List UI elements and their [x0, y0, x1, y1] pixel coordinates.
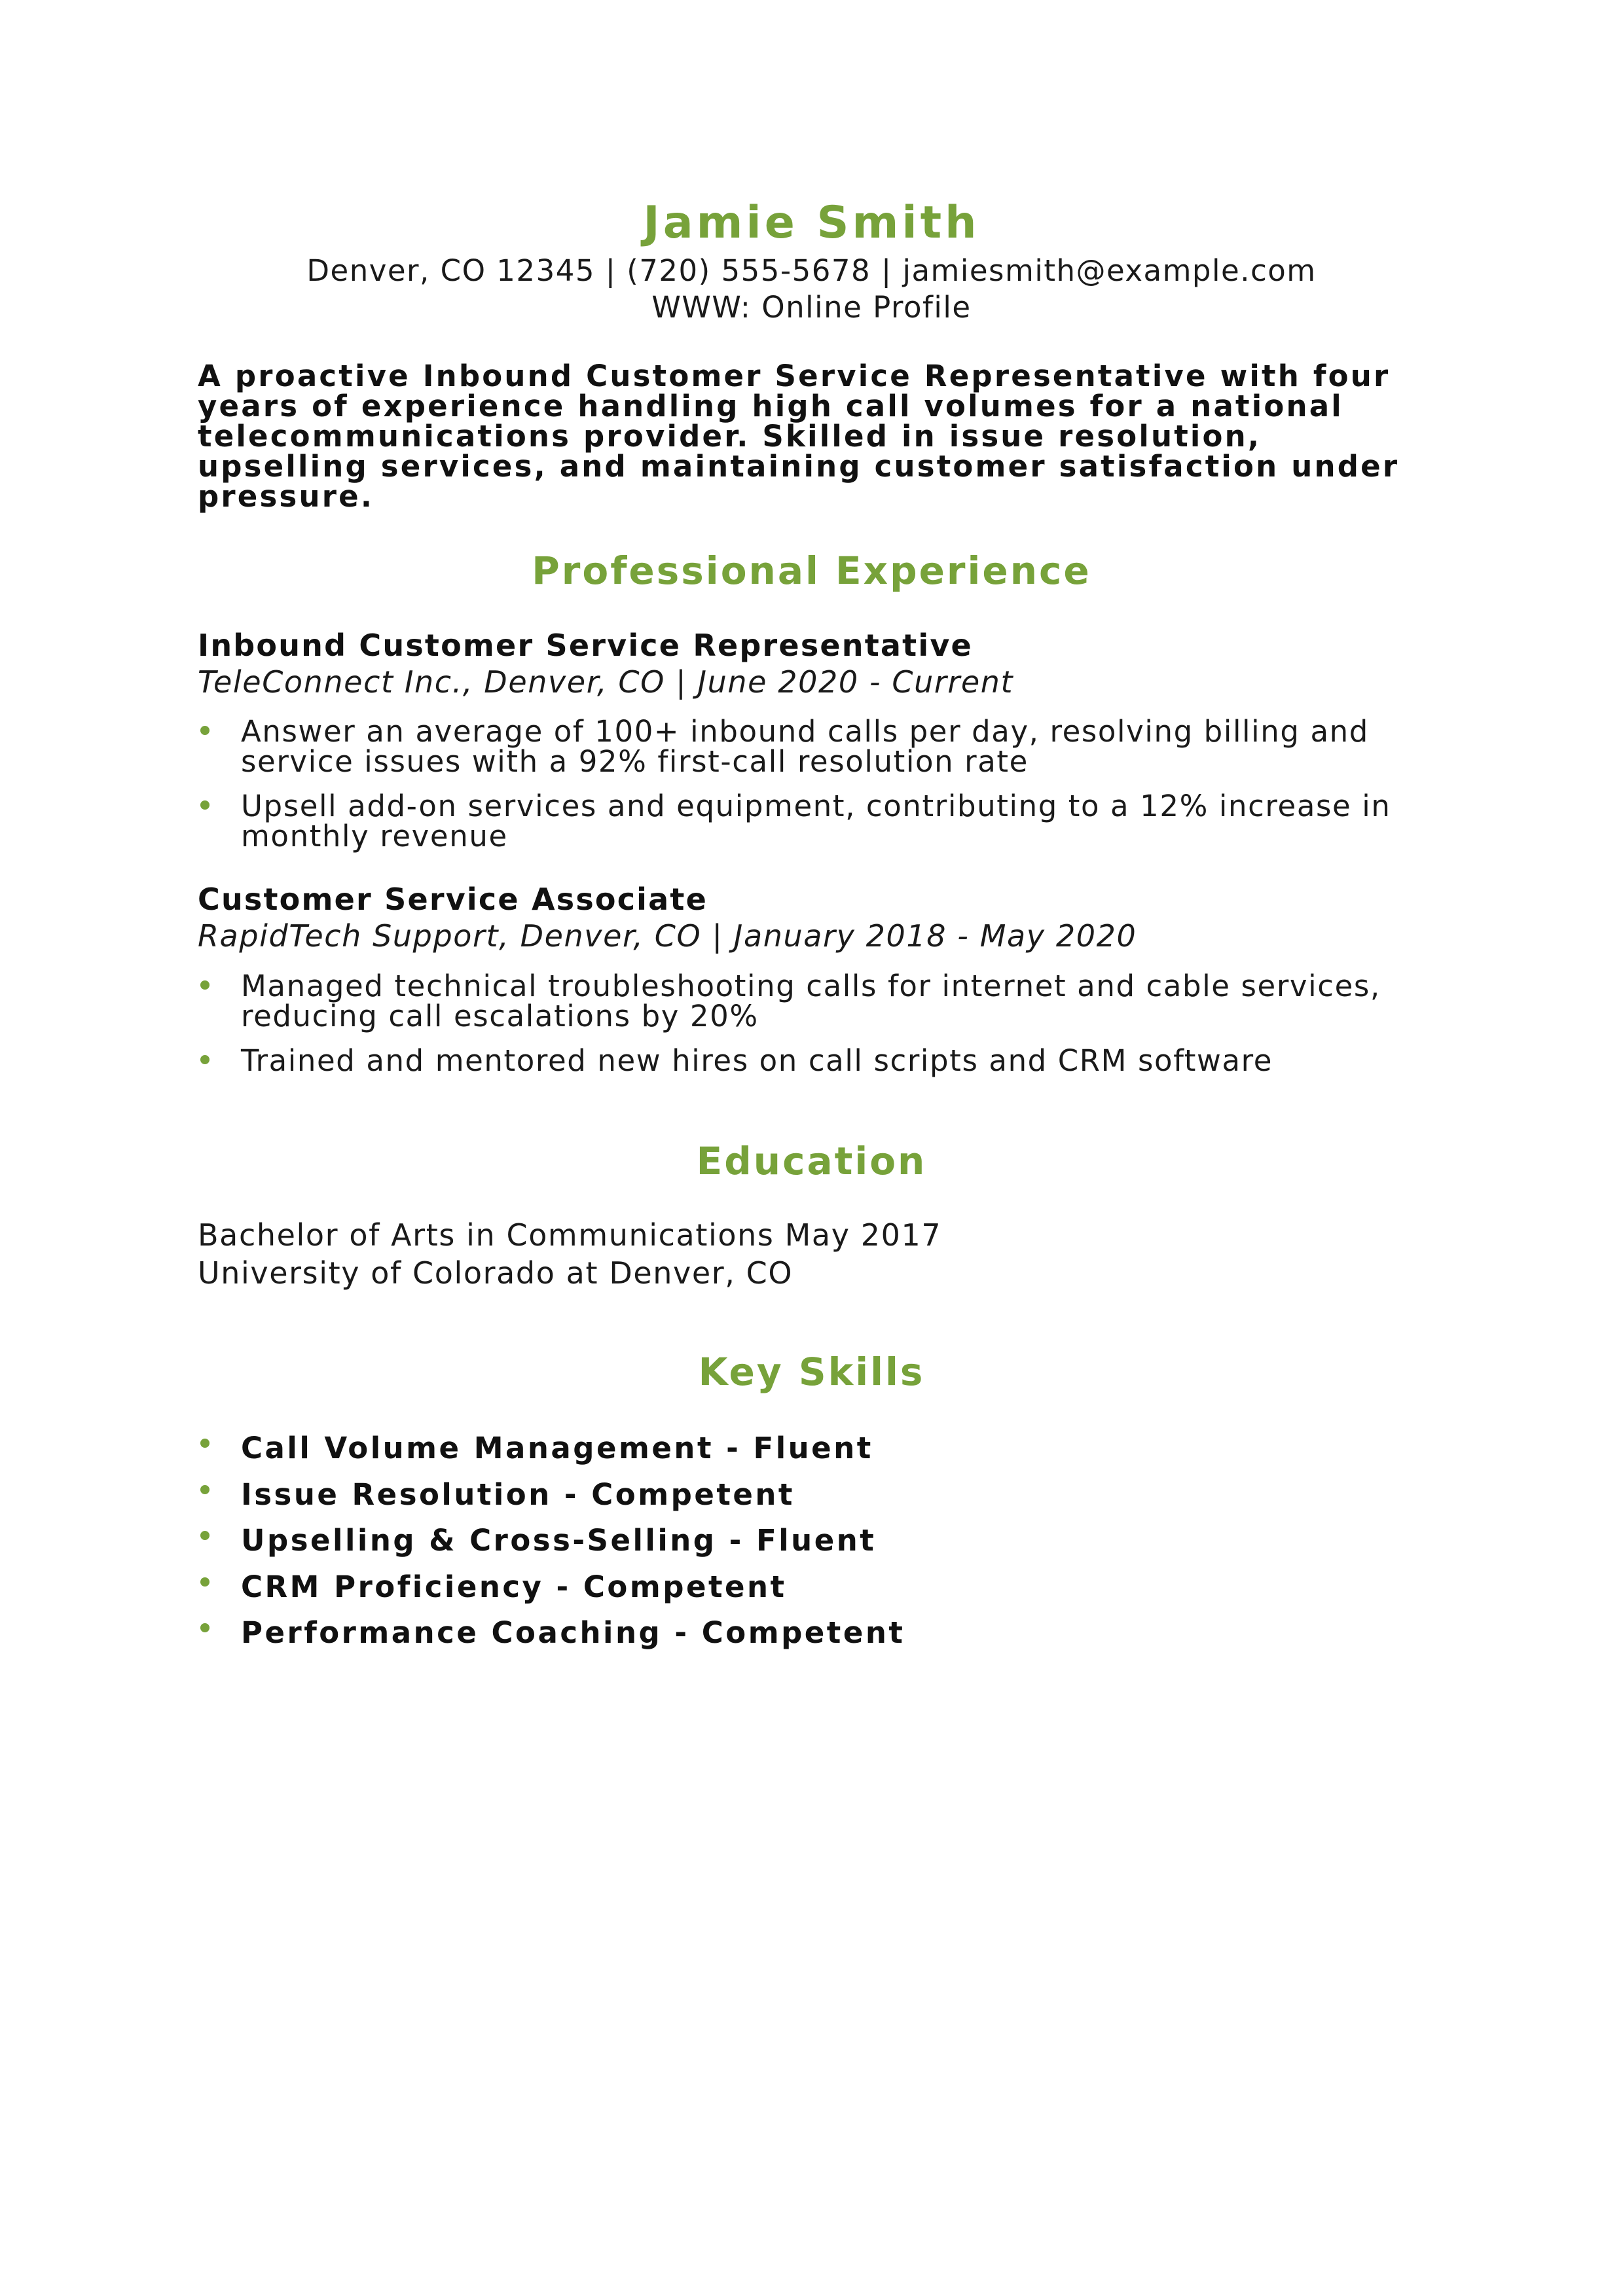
bullet-dot-icon — [200, 1055, 210, 1064]
list-item — [198, 714, 1429, 779]
skill-item — [198, 1564, 905, 1611]
job-employer-dates: TeleConnect Inc., Denver, CO | June 2020 - Current — [198, 664, 1014, 700]
skill-name: Issue Resolution — [241, 1477, 552, 1512]
skill-level: Competent — [583, 1569, 787, 1604]
list-item — [198, 1043, 1429, 1078]
job-bullet-list — [198, 714, 1429, 866]
list-item — [198, 791, 1429, 852]
bullet-dot-icon — [200, 1485, 210, 1494]
education-heading: Education — [696, 1139, 927, 1183]
skill-separator: - — [662, 1615, 702, 1650]
skill-level: Fluent — [756, 1523, 877, 1558]
candidate-name: Jamie Smith — [643, 197, 980, 249]
bullet-dot-icon — [200, 1577, 210, 1587]
bullet-text: Managed technical troubleshooting calls for internet and cable services, reducing call escalations by 20% — [241, 969, 1381, 1033]
skill-name: Call Volume Management — [241, 1431, 714, 1465]
job-bullet-list — [198, 971, 1429, 1090]
bullet-text: Answer an average of 100+ inbound calls per day, resolving billing and service issues with a 92% first-call resolution rate — [241, 714, 1369, 779]
degree-line: Bachelor of Arts in Communications May 2017 — [198, 1217, 942, 1253]
skill-name: Upselling & Cross-Selling — [241, 1523, 717, 1558]
skill-name: CRM Proficiency — [241, 1569, 544, 1604]
bullet-text: Trained and mentored new hires on call scripts and CRM software — [241, 1043, 1273, 1078]
contact-line: Denver, CO 12345 | (720) 555-5678 | jamiesmith@example.com — [306, 253, 1317, 288]
job-title: Customer Service Associate — [198, 882, 708, 917]
job-employer-dates: RapidTech Support, Denver, CO | January 2018 - May 2020 — [198, 918, 1137, 954]
job-title: Inbound Customer Service Representative — [198, 628, 973, 663]
skill-item — [198, 1426, 905, 1472]
bullet-dot-icon — [200, 800, 210, 810]
bullet-dot-icon — [200, 1439, 210, 1448]
skill-separator: - — [551, 1477, 592, 1512]
skills-list — [198, 1426, 905, 1657]
experience-heading: Professional Experience — [532, 548, 1091, 593]
skill-level: Competent — [591, 1477, 795, 1512]
skill-separator: - — [716, 1523, 757, 1558]
skill-item — [198, 1518, 905, 1564]
skill-item — [198, 1610, 905, 1657]
school-line: University of Colorado at Denver, CO — [198, 1255, 793, 1291]
list-item — [198, 971, 1429, 1031]
skill-name: Performance Coaching — [241, 1615, 663, 1650]
bullet-dot-icon — [200, 1623, 210, 1632]
skill-level: Competent — [701, 1615, 905, 1650]
skill-separator: - — [713, 1431, 754, 1465]
bullet-dot-icon — [200, 726, 210, 735]
bullet-dot-icon — [200, 1531, 210, 1540]
skill-level: Fluent — [753, 1431, 873, 1465]
skill-separator: - — [543, 1569, 583, 1604]
professional-summary: A proactive Inbound Customer Service Representative with four years of experience handling high call volumes for a national telecommunications provider. Skilled in issue resolution, upselling services, and maintaining customer satisfaction under pressure. — [198, 359, 1400, 514]
profile-line: WWW: Online Profile — [651, 290, 972, 325]
bullet-dot-icon — [200, 980, 210, 990]
bullet-text: Upsell add-on services and equipment, contributing to a 12% increase in monthly revenue — [241, 789, 1391, 853]
skills-heading: Key Skills — [698, 1350, 925, 1394]
skill-item — [198, 1472, 905, 1518]
